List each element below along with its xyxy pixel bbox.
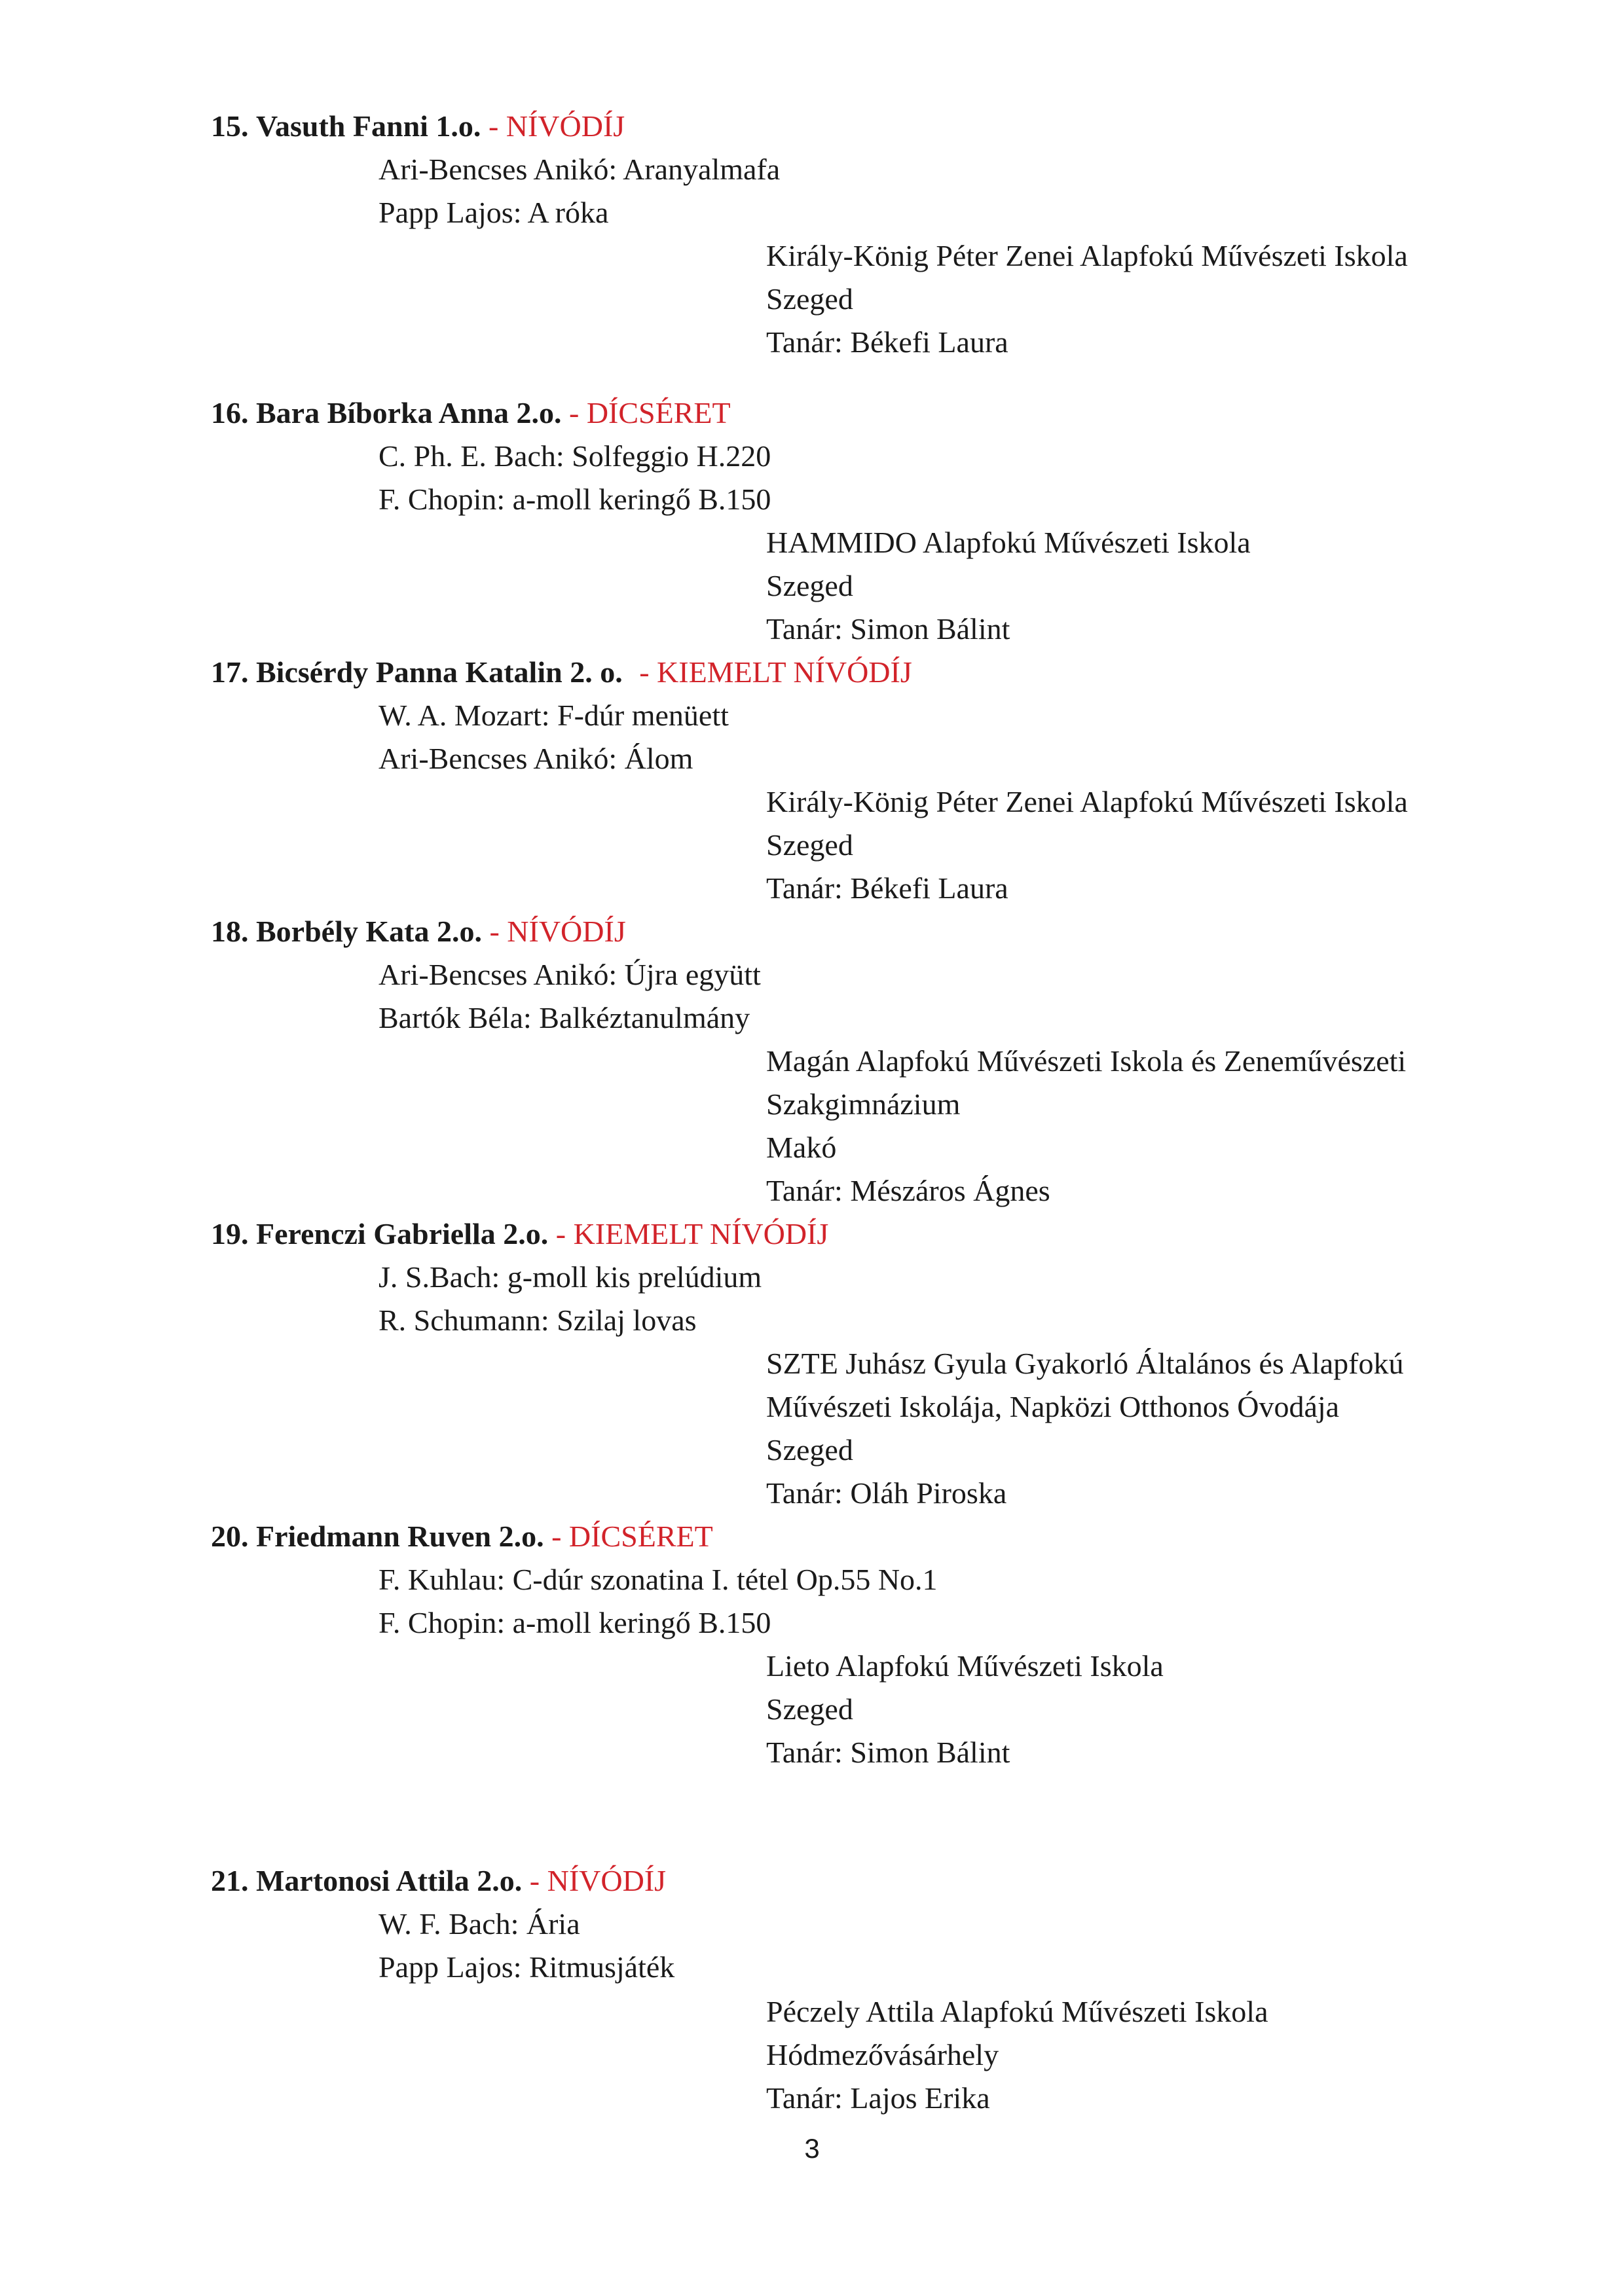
page-number: 3 [804, 2133, 820, 2164]
entry-number: 21. [211, 1864, 249, 1897]
entry-heading [211, 910, 626, 953]
entry-heading [211, 1859, 666, 1903]
school-name: Magán Alapfokú Művészeti Iskola és Zeneművészeti [766, 1044, 1407, 1078]
entry-number: 17. [211, 655, 249, 689]
piece: Papp Lajos: A róka [378, 196, 609, 229]
entry-heading [211, 651, 912, 694]
entry-number: 19. [211, 1217, 249, 1250]
piece: Ari-Bencses Anikó: Aranyalmafa [378, 153, 781, 186]
teacher: Tanár: Simon Bálint [766, 1736, 1010, 1769]
award-label: - KIEMELT NÍVÓDÍJ [555, 1217, 829, 1250]
performer-name: Ferenczi Gabriella 2.o. [256, 1217, 549, 1250]
performer-name: Bicsérdy Panna Katalin 2. o. [256, 655, 623, 689]
piece: J. S.Bach: g-moll kis prelúdium [378, 1260, 762, 1294]
entry-number: 18. [211, 915, 249, 948]
entry-heading [211, 105, 625, 148]
school-name: HAMMIDO Alapfokú Művészeti Iskola [766, 526, 1251, 559]
entry-heading [211, 392, 731, 435]
school-name: Király-König Péter Zenei Alapfokú Művészeti Iskola [766, 785, 1408, 818]
school-city: Szeged [766, 282, 853, 316]
piece: F. Chopin: a-moll keringő B.150 [378, 483, 771, 516]
teacher: Tanár: Békefi Laura [766, 325, 1008, 359]
school-city: Hódmezővásárhely [766, 2038, 999, 2071]
piece: Ari-Bencses Anikó: Álom [378, 742, 693, 775]
teacher: Tanár: Mészáros Ágnes [766, 1174, 1050, 1207]
award-label: - NÍVÓDÍJ [488, 109, 625, 143]
school-name: Király-König Péter Zenei Alapfokú Művészeti Iskola [766, 239, 1408, 272]
entry-number: 16. [211, 396, 249, 429]
teacher: Tanár: Simon Bálint [766, 612, 1010, 646]
performer-name: Friedmann Ruven 2.o. [256, 1520, 544, 1553]
piece: F. Kuhlau: C-dúr szonatina I. tétel Op.55 No.1 [378, 1563, 938, 1596]
school-name-continued: Szakgimnázium [766, 1087, 961, 1121]
piece: R. Schumann: Szilaj lovas [378, 1303, 697, 1337]
award-label: - NÍVÓDÍJ [529, 1864, 667, 1897]
piece: Bartók Béla: Balkéztanulmány [378, 1001, 750, 1034]
school-name: Péczely Attila Alapfokú Művészeti Iskola [766, 1995, 1268, 2028]
performer-name: Borbély Kata 2.o. [256, 915, 482, 948]
entry-number: 20. [211, 1520, 249, 1553]
award-label: - DÍCSÉRET [551, 1520, 713, 1553]
school-city: Szeged [766, 569, 853, 602]
school-city: Szeged [766, 1433, 853, 1467]
school-name: Lieto Alapfokú Művészeti Iskola [766, 1649, 1164, 1683]
piece: C. Ph. E. Bach: Solfeggio H.220 [378, 439, 771, 473]
performer-name: Martonosi Attila 2.o. [256, 1864, 523, 1897]
performer-name: Vasuth Fanni 1.o. [256, 109, 481, 143]
school-city: Szeged [766, 828, 853, 862]
teacher: Tanár: Békefi Laura [766, 871, 1008, 905]
school-name: SZTE Juhász Gyula Gyakorló Általános és Alapfokú [766, 1347, 1404, 1380]
performer-name: Bara Bíborka Anna 2.o. [256, 396, 562, 429]
teacher: Tanár: Lajos Erika [766, 2081, 990, 2115]
teacher: Tanár: Oláh Piroska [766, 1476, 1007, 1510]
piece: F. Chopin: a-moll keringő B.150 [378, 1606, 771, 1639]
piece: W. F. Bach: Ária [378, 1907, 580, 1941]
award-label: - KIEMELT NÍVÓDÍJ [639, 655, 912, 689]
award-label: - NÍVÓDÍJ [489, 915, 626, 948]
entry-heading [211, 1212, 828, 1256]
piece: W. A. Mozart: F-dúr menüett [378, 699, 729, 732]
entry-number: 15. [211, 109, 249, 143]
entry-heading [211, 1515, 713, 1558]
school-city: Makó [766, 1131, 837, 1164]
piece: Ari-Bencses Anikó: Újra együtt [378, 958, 761, 991]
school-name-continued: Művészeti Iskolája, Napközi Otthonos Óvodája [766, 1390, 1340, 1423]
piece: Papp Lajos: Ritmusjáték [378, 1950, 675, 1984]
school-city: Szeged [766, 1692, 853, 1726]
award-label: - DÍCSÉRET [569, 396, 731, 429]
